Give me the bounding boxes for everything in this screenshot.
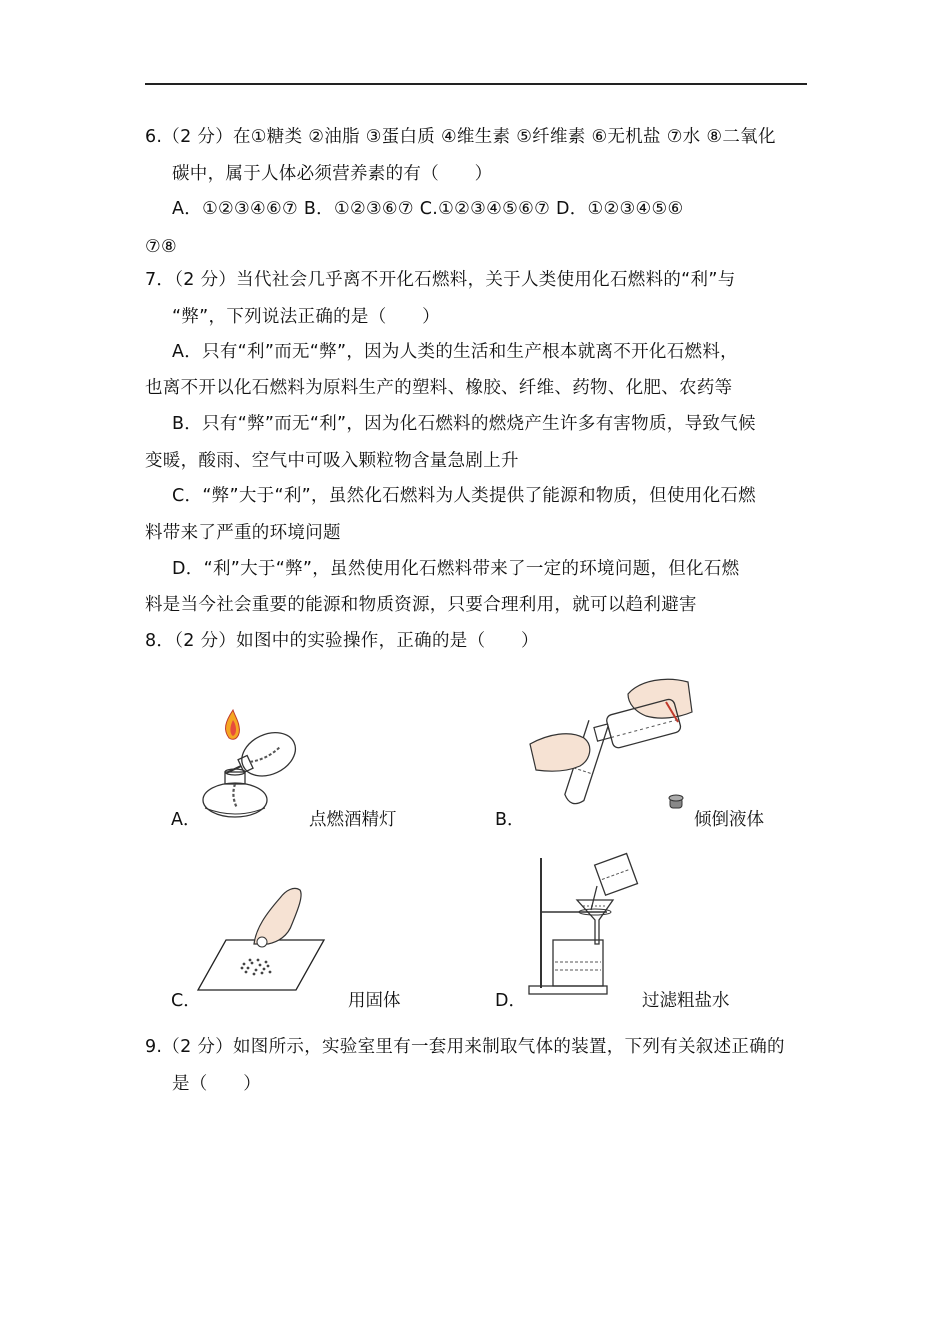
- q8-option-a-letter: A．: [171, 810, 201, 830]
- q7-option-b-line-2: 变暖，酸雨、空气中可吸入颗粒物含量急剧上升: [145, 451, 519, 471]
- header-rule: [145, 83, 807, 85]
- q7-line-1: 7．（2 分）当代社会几乎离不开化石燃料，关于人类使用化石燃料的“利”与: [145, 270, 736, 290]
- q8-option-b-caption: 倾倒液体: [694, 810, 764, 830]
- q8-option-c-letter: C．: [171, 991, 201, 1011]
- q7-option-a-line-2: 也离不开以化石燃料为原料生产的塑料、橡胶、纤维、药物、化肥、农药等: [145, 378, 733, 398]
- filtration-figure: [525, 850, 643, 998]
- q8-stem: 8．（2 分）如图中的实验操作，正确的是（ ）: [145, 631, 539, 651]
- q8-option-d-caption: 过滤粗盐水: [642, 991, 730, 1011]
- pouring-liquid-figure: [528, 672, 706, 820]
- q8-option-d-letter: D．: [495, 991, 526, 1011]
- q9-line-1: 9.（2 分）如图所示，实验室里有一套用来制取气体的装置，下列有关叙述正确的: [145, 1037, 785, 1057]
- q6-line-1: 6.（2 分）在①糖类 ②油脂 ③蛋白质 ④维生素 ⑤纤维素 ⑥无机盐 ⑦水 ⑧二氧化: [145, 127, 776, 147]
- q7-option-b-line-1: B．只有“弊”而无“利”，因为化石燃料的燃烧产生许多有害物质，导致气候: [172, 414, 756, 434]
- alcohol-lamp-figure: [195, 708, 315, 823]
- q8-option-b-letter: B．: [495, 810, 525, 830]
- q7-line-2: “弊”，下列说法正确的是（ ）: [172, 307, 440, 327]
- q7-option-a-line-1: A．只有“利”而无“弊”，因为人类的生活和生产根本就离不开化石燃料，: [172, 342, 738, 362]
- q7-option-d-line-1: D．“利”大于“弊”，虽然使用化石燃料带来了一定的环境问题，但化石燃: [172, 559, 740, 579]
- taking-solid-figure: [196, 884, 326, 992]
- q7-option-c-line-1: C．“弊”大于“利”，虽然化石燃料为人类提供了能源和物质，但使用化石燃: [172, 486, 756, 506]
- q8-option-a-caption: 点燃酒精灯: [309, 810, 397, 830]
- q7-option-d-line-2: 料是当今社会重要的能源和物质资源，只要合理利用，就可以趋利避害: [145, 595, 697, 615]
- q6-line-2: 碳中，属于人体必须营养素的有（ ）: [172, 164, 493, 184]
- q7-option-c-line-2: 料带来了严重的环境问题: [145, 523, 341, 543]
- q8-option-c-caption: 用固体: [348, 991, 401, 1011]
- q9-line-2: 是（ ）: [172, 1074, 261, 1094]
- q6-options-line-2: ⑦⑧: [145, 237, 177, 257]
- q6-options-line: A．①②③④⑥⑦ B．①②③⑥⑦ C.①②③④⑤⑥⑦ D．①②③④⑤⑥: [172, 199, 684, 219]
